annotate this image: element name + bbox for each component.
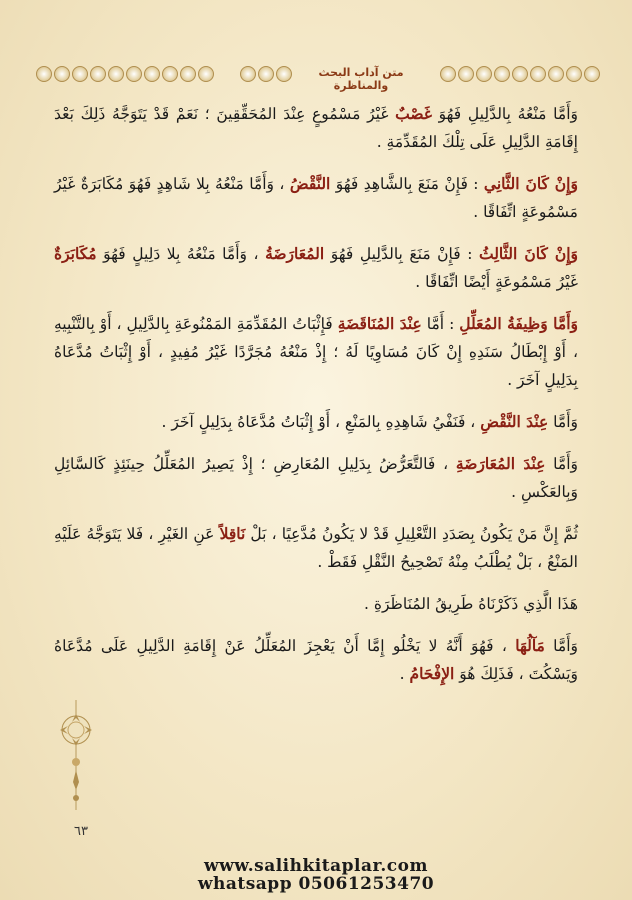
floral-ornament-icon (56, 700, 96, 810)
footer (0, 857, 632, 893)
paragraph (54, 520, 578, 576)
paragraph (54, 632, 578, 688)
highlighted-term: وَإِنْ كَانَ الثَّالِثُ (478, 244, 579, 263)
paragraph (54, 310, 578, 394)
highlighted-term: عِنْدَ المُعَارَضَةِ (455, 454, 546, 473)
running-header-title: متن آداب البحث والمناظرة (318, 66, 404, 92)
page-number: ٦٣ (74, 824, 88, 839)
highlighted-term: نَاقِلاً (219, 524, 246, 543)
paragraph-text: ، وَأَمَّا مَنْعُهُ بِلا شَاهِدٍ فَهُوَ مُكَابَرَةٌ غَيْرُ مَسْمُوعَةٍ اتِّفَاقًا . (54, 175, 578, 221)
paragraph-text: وَأَمَّا (548, 413, 578, 431)
paragraph (54, 408, 578, 436)
paragraph-text: غَيْرُ مَسْمُوعٍ عِنْدَ المُحَقِّقِينَ ؛ نَعَمْ قَدْ يَتَوَجَّهُ ذَلِكَ بَعْدَ إِقَامَةِ الدَّلِيلِ عَلَى تِلْكَ المُقَدِّمَةِ . (54, 105, 578, 151)
paragraph-text: فَإِثْبَاتُ المُقَدِّمَةِ المَمْنُوعَةِ بِالدَّلِيلِ ، أَوْ بِالتَّنْبِيهِ ، أَوْ إِبْطَالُ سَنَدِهِ إِنْ كَانَ مُسَاوِيًا لَهُ ؛ إِذْ مَنْعُهُ مُجَرَّدًا غَيْرُ مُفِيدٍ ، أَوْ إِثْبَاتُ مُدَّعَاهُ بِدَلِيلٍ آخَرَ . (54, 315, 578, 389)
paragraph-text: هَذَا الَّذِي ذَكَرْنَاهُ طَرِيقُ المُنَاظَرَةِ . (364, 595, 578, 613)
header-ornament-left (36, 66, 214, 82)
highlighted-term: وَإِنْ كَانَ الثَّانِي (483, 174, 578, 193)
paragraph-text: غَيْرُ مَسْمُوعَةٍ أَيْضًا اتِّفَاقًا . (415, 273, 578, 291)
highlighted-term: عِنْدَ النَّقْضِ (480, 412, 549, 431)
paragraph-text: ، وَأَمَّا مَنْعُهُ بِلا دَلِيلٍ فَهُوَ (96, 245, 266, 263)
header-ornament-middle (240, 66, 292, 82)
paragraph-text: ، فَنَفْيُ شَاهِدِهِ بِالمَنْعِ ، أَوْ إِثْبَاتُ مُدَّعَاهُ بِدَلِيلٍ آخَرَ . (161, 413, 481, 431)
paragraph (54, 100, 578, 156)
highlighted-term: مُكَابَرَةٌ (54, 244, 97, 263)
paragraph (54, 590, 578, 618)
paragraph-text: . (399, 665, 410, 683)
paragraph-text: ، فَهُوَ أَنَّهُ لا يَخْلُو إِمَّا أَنْ يَعْجِزَ المُعَلِّلُ عَنْ إِقَامَةِ الدَّلِيلِ عَلَى مُدَّعَاهُ وَيَسْكُتَ ، فَذَلِكَ هُوَ (54, 637, 578, 683)
paragraph-text: ثُمَّ إِنَّ مَنْ يَكُونُ بِصَدَدِ التَّعْلِيلِ قَدْ لا يَكُونُ مُدَّعِيًا ، بَلْ (245, 525, 579, 543)
highlighted-term: مَآلُهَا (515, 636, 545, 655)
header-ornament-right (440, 66, 600, 82)
highlighted-term: غَصْبٌ (395, 104, 432, 123)
paragraph-text: وَأَمَّا (545, 455, 579, 473)
footer-website[interactable]: www.salihkitaplar.com (204, 856, 428, 876)
paragraph-text: وَأَمَّا (544, 637, 578, 655)
paragraph-text: : أَمَّا (421, 315, 460, 333)
paragraph-text: : فَإِنْ مَنَعَ بِالشَّاهِدِ فَهُوَ (330, 175, 484, 193)
highlighted-term: المُعَارَضَةُ (265, 244, 325, 263)
paragraph-text: عَنِ الغَيْرِ ، فَلا يَتَوَجَّهُ عَلَيْهِ المَنْعُ ، بَلْ يُطْلَبُ مِنْهُ تَصْحِيحُ النَّقْلِ فَقَطْ . (54, 525, 578, 571)
paragraph-text: ، فَالتَّعَرُّضُ بِدَلِيلِ المُعَارِضِ ؛ إِذْ يَصِيرُ المُعَلِّلُ حِينَئِذٍ كَالسَّائِلِ وَبِالعَكْسِ . (54, 455, 578, 501)
highlighted-term: الإِفْحَامُ (409, 664, 455, 683)
paragraph (54, 240, 578, 296)
highlighted-term: عِنْدَ المُنَاقَضَةِ (337, 314, 422, 333)
body-text (54, 100, 578, 702)
paragraph-text: وَأَمَّا مَنْعُهُ بِالدَّلِيلِ فَهُوَ (431, 105, 578, 123)
footer-whatsapp: whatsapp 05061253470 (197, 874, 435, 894)
paragraph (54, 450, 578, 506)
paragraph-text: : فَإِنْ مَنَعَ بِالدَّلِيلِ فَهُوَ (324, 245, 479, 263)
paragraph (54, 170, 578, 226)
highlighted-term: النَّقْضُ (289, 174, 331, 193)
highlighted-term: وَأَمَّا وَظِيفَةُ المُعَلِّلِ (459, 314, 579, 333)
